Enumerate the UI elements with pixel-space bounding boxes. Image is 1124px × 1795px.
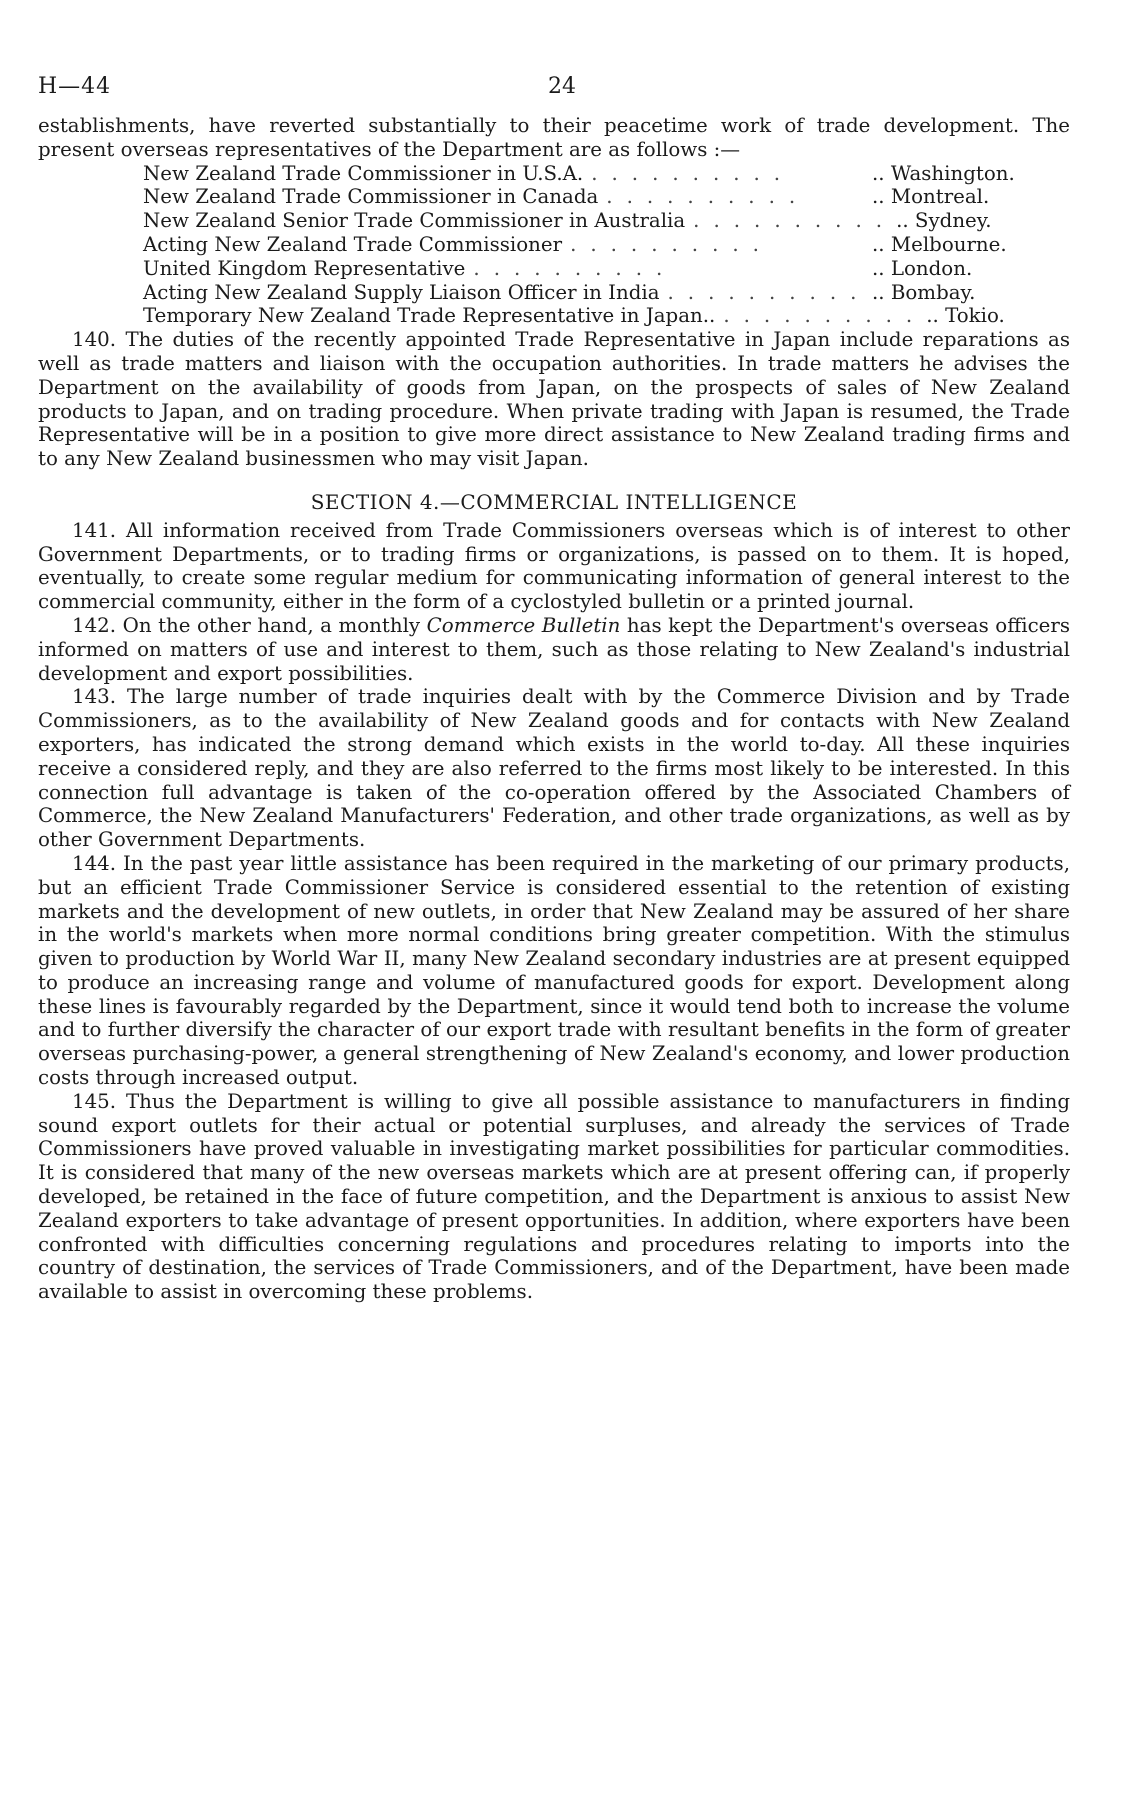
representative-row [38, 304, 1070, 328]
leader-dots: .......... [591, 161, 795, 185]
representative-title: New Zealand Trade Commissioner in U.S.A. [143, 161, 584, 185]
paragraph-142-rest: has kept the Department's overseas officers informed on matters of use and interest to them, such as those relating to New Zealand's industrial development and export possibilities. [38, 613, 1070, 685]
leader-dots: .......... [606, 185, 810, 209]
paragraph-141: 141. All information received from Trade Commissioners overseas which is of interest to other Government Departments, or to trading firms or organizations, is passed on to them. It is hoped, eventually, to create some regular medium for communicating information of general interest to the commercial community, either in the form of a cyclostyled bulletin or a printed journal. [38, 518, 1070, 614]
representative-row [38, 233, 1070, 257]
representative-city: .. London. [872, 256, 973, 280]
representative-row [38, 185, 1070, 209]
representative-title: Temporary New Zealand Trade Representative in Japan.. [143, 304, 716, 328]
paragraph-145: 145. Thus the Department is willing to give all possible assistance to manufacturers in finding sound export outlets for their actual or potential surpluses, and already the services of Trade Commissioners have proved valuable in investigating market possibilities for particular commodities. It is considered that many of the new overseas markets which are at present offering can, if properly developed, be retained in the face of future competition, and the Department is anxious to assist New Zealand exporters to take advantage of present opportunities. In addition, where exporters have been confronted with difficulties concerning regulations and procedures relating to imports into the country of destination, the services of Trade Commissioners, and of the Department, have been made available to assist in overcoming these problems. [38, 1089, 1070, 1304]
representative-title: New Zealand Senior Trade Commissioner in Australia [143, 209, 686, 233]
representative-title: Acting New Zealand Trade Commissioner [143, 232, 563, 256]
paragraph-142 [38, 614, 1070, 685]
leader-dots: .......... [473, 256, 677, 280]
paragraph-142-lead: 142. On the other hand, a monthly [72, 613, 427, 637]
paragraph-140: 140. The duties of the recently appointed Trade Representative in Japan include reparations as well as trade matters and liaison with the occupation authorities. In trade matters he advises the Department on the availability of goods from Japan, on the prospects of sales of New Zealand products to Japan, and on trading procedure. When private trading with Japan is resumed, the Trade Representative will be in a position to give more direct assistance to New Zealand trading firms and to any New Zealand businessmen who may visit Japan. [38, 328, 1070, 471]
representative-city: .. Washington. [872, 161, 1015, 185]
representative-city: .. Bombay. [872, 280, 976, 304]
page-number: 24 [548, 74, 576, 99]
representative-city: .. Sydney. [896, 209, 992, 233]
paragraph-143: 143. The large number of trade inquiries dealt with by the Commerce Division and by Trade Commissioners, as to the availability of New Zealand goods and for contacts with New Zealand exporters, has indicated the strong demand which exists in the world to-day. All these inquiries receive a considered reply, and they are also referred to the firms most likely to be interested. In this connection full advantage is taken of the co-operation offered by the Associated Chambers of Commerce, the New Zealand Manufacturers' Federation, and other trade organizations, as well as by other Government Departments. [38, 685, 1070, 852]
document-reference: H—44 [38, 74, 112, 99]
representative-title: New Zealand Trade Commissioner in Canada [143, 185, 599, 209]
commerce-bulletin-title: Commerce Bulletin [426, 613, 621, 637]
representative-row [38, 209, 1070, 233]
intro-paragraph: establishments, have reverted substantially to their peacetime work of trade development. The present overseas representatives of the Department are as follows :— [38, 114, 1070, 161]
paragraph-144: 144. In the past year little assistance has been required in the marketing of our primary products, but an efficient Trade Commissioner Service is considered essential to the retention of existing markets and the development of new outlets, in order that New Zealand may be assured of her share in the world's markets when more normal conditions bring greater competition. With the stimulus given to production by World War II, many New Zealand secondary industries are at present equipped to produce an increasing range and volume of manufactured goods for export. Development along these lines is favourably regarded by the Department, since it would tend both to increase the volume and to further diversify the character of our export trade with resultant benefits in the form of greater overseas purchasing-power, a general strengthening of New Zealand's economy, and lower production costs through increased output. [38, 851, 1070, 1090]
page-header [38, 74, 1070, 114]
document-page [38, 74, 1070, 1304]
document-body [38, 114, 1070, 1304]
representative-title: Acting New Zealand Supply Liaison Officer in India [143, 280, 660, 304]
representative-title: United Kingdom Representative [143, 256, 466, 280]
leader-dots: .......... [693, 209, 897, 233]
representative-row [38, 257, 1070, 281]
representatives-list [38, 162, 1070, 329]
representative-row [38, 281, 1070, 305]
leader-dots: .......... [723, 304, 927, 328]
section-heading: SECTION 4.—COMMERCIAL INTELLIGENCE [310, 489, 798, 514]
representative-city: .. Tokio. [926, 304, 1005, 328]
representative-row [38, 162, 1070, 186]
leader-dots: .......... [570, 232, 773, 256]
representative-city: .. Montreal. [872, 185, 990, 209]
leader-dots: .......... [667, 280, 871, 304]
representative-city: .. Melbourne. [872, 232, 1007, 256]
